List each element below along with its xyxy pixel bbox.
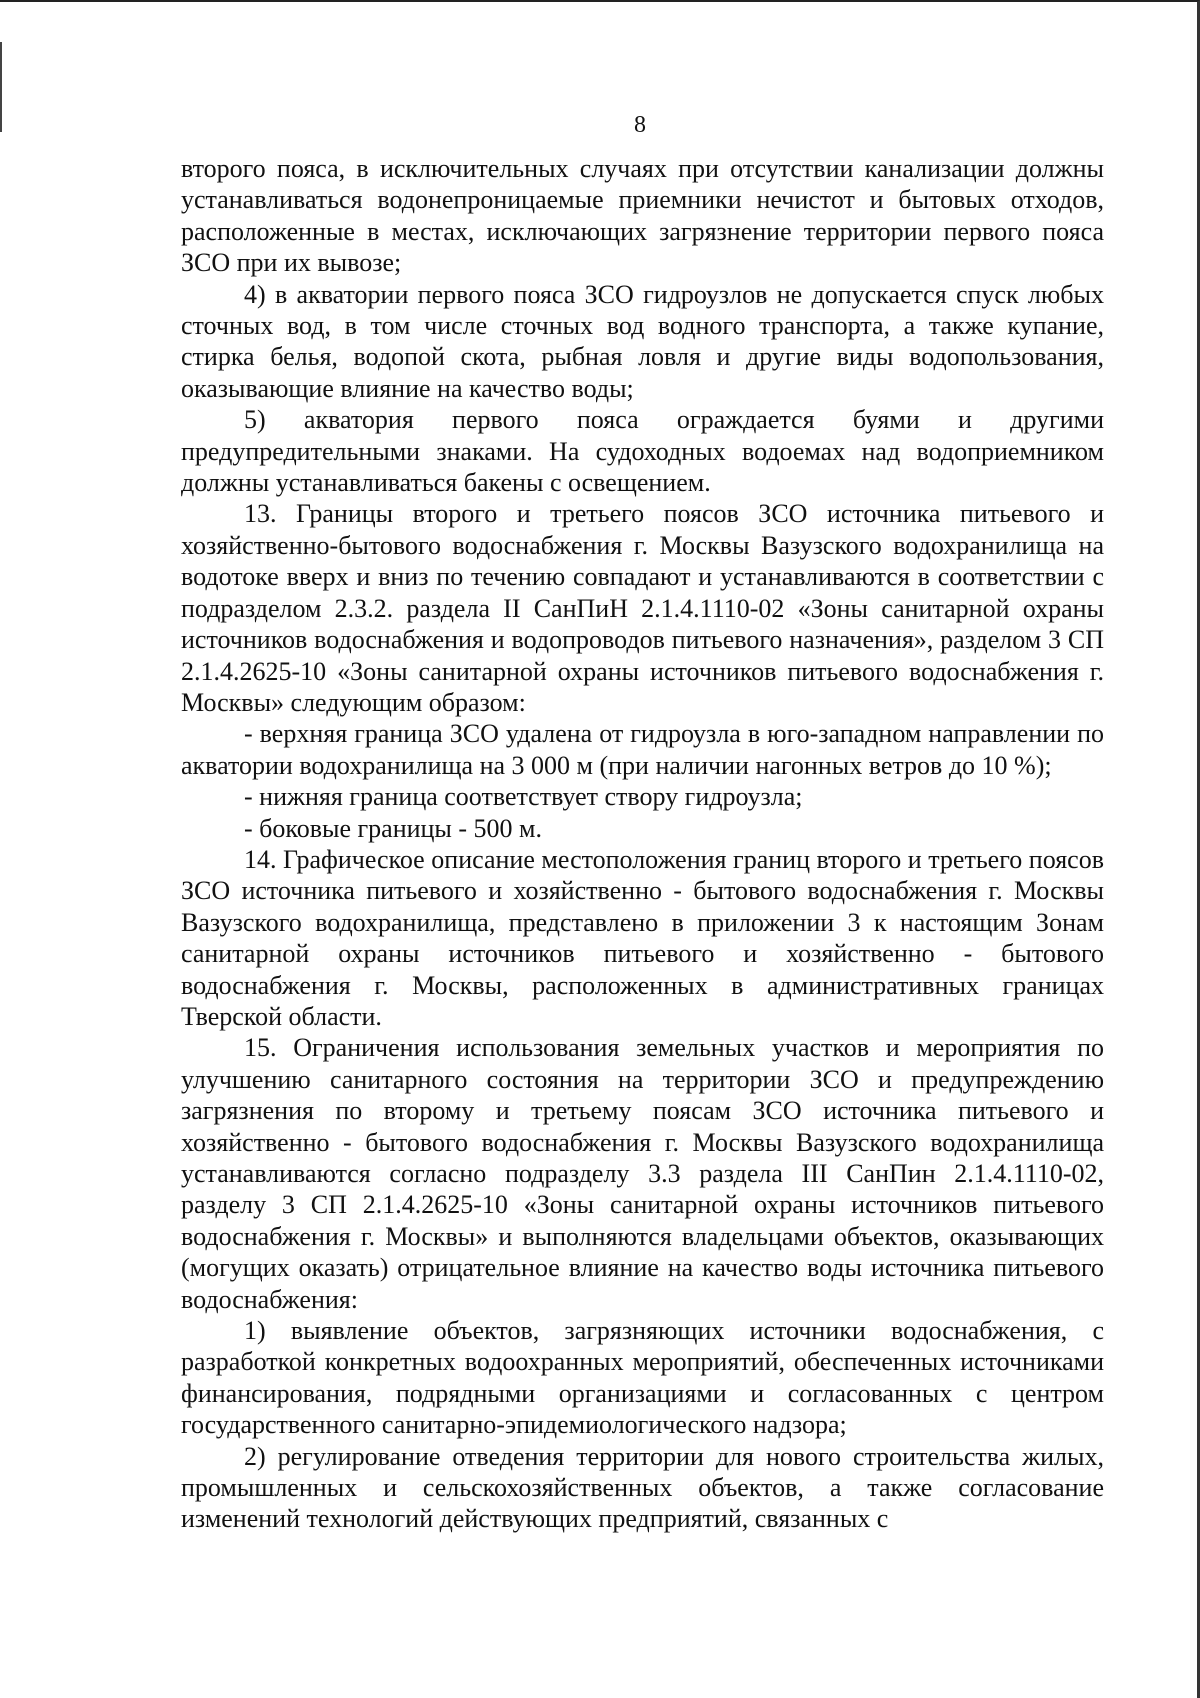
paragraph-side-boundaries: - боковые границы - 500 м.	[244, 813, 543, 843]
page-number: 8	[634, 112, 646, 138]
paragraph-upper-boundary: - верхняя граница ЗСО удалена от гидроузла в юго-западном направлении по акватории водохранилища на 3 000 м (при наличии нагонных ветров до 10 %);	[181, 719, 1104, 780]
paragraph-measure-1: 1) выявление объектов, загрязняющих источники водоснабжения, с разработкой конкретных водоохранных мероприятий, обеспеченных источниками финансирования, подрядными организациями и согласованных с центром государственного санитарно-эпидемиологического надзора;	[181, 1316, 1104, 1440]
paragraph-item-4: 4) в акватории первого пояса ЗСО гидроузлов не допускается спуск любых сточных вод, в том числе сточных вод водного транспорта, а также купание, стирка белья, водопой скота, рыбная ловля и другие виды водопользования, оказывающие влияние на качество воды;	[181, 279, 1104, 403]
paragraph-section-13: 13. Границы второго и третьего поясов ЗСО источника питьевого и хозяйственно-бытового водоснабжения г. Москвы Вазузского водохранилища на водотоке вверх и вниз по течению совпадают и устанавливаются в соответствии с подразделом 2.3.2. раздела II СанПиН 2.1.4.1110-02 «Зоны санитарной охраны источников водоснабжения и водопроводов питьевого назначения», разделом 3 СП 2.1.4.2625-10 «Зоны санитарной охраны источников питьевого водоснабжения г. Москвы» следующим образом:	[181, 499, 1104, 717]
paragraph-lower-boundary: - нижняя граница соответствует створу гидроузла;	[244, 782, 803, 812]
paragraph-section-15: 15. Ограничения использования земельных участков и мероприятия по улучшению санитарного состояния на территории ЗСО и предупреждению загрязнения по второму и третьему поясам ЗСО источника питьевого и хозяйственно - бытового водоснабжения г. Москвы Вазузского водохранилища устанавливаются согласно подразделу 3.3 раздела III СанПин 2.1.4.1110-02, разделу 3 СП 2.1.4.2625-10 «Зоны санитарной охраны источников питьевого водоснабжения г. Москвы» и выполняются владельцами объектов, оказывающих (могущих оказать) отрицательное влияние на качество воды источника питьевого водоснабжения:	[181, 1033, 1104, 1314]
paragraph-continuation: второго пояса, в исключительных случаях при отсутствии канализации должны устанавливаться водонепроницаемые приемники нечистот и бытовых отходов, расположенные в местах, исключающих загрязнение территории первого пояса ЗСО при их вывозе;	[181, 154, 1104, 278]
paragraph-measure-2: 2) регулирование отведения территории для нового строительства жилых, промышленных и сельскохозяйственных объектов, а также согласование изменений технологий действующих предприятий, связанных с	[181, 1441, 1104, 1534]
paragraph-section-14: 14. Графическое описание местоположения границ второго и третьего поясов ЗСО источника питьевого и хозяйственно - бытового водоснабжения г. Москвы Вазузского водохранилища, представлено в приложении 3 к настоящим Зонам санитарной охраны источников питьевого и хозяйственно - бытового водоснабжения г. Москвы, расположенных в административных границах Тверской области.	[181, 844, 1104, 1031]
document-body	[181, 153, 1104, 1535]
paragraph-item-5: 5) акватория первого пояса ограждается буями и другими предупредительными знаками. На судоходных водоемах над водоприемником должны устанавливаться бакены с освещением.	[181, 405, 1104, 498]
